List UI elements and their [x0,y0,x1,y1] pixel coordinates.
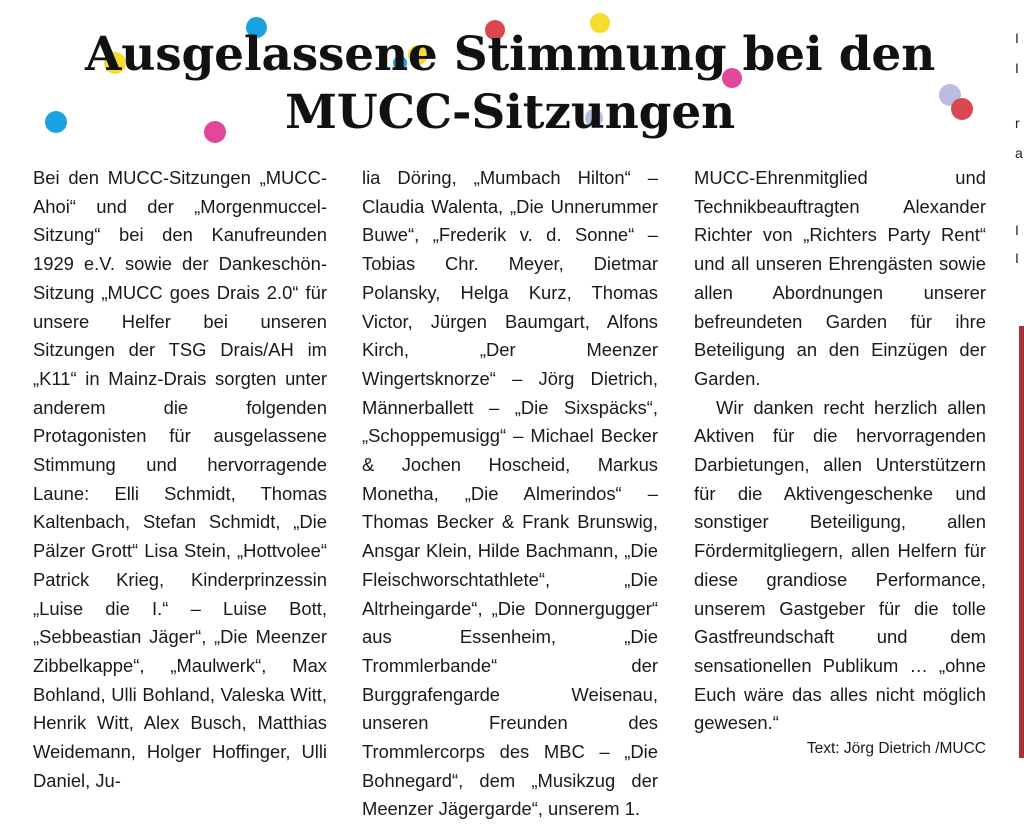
adjacent-article-fragment: I [1015,60,1019,76]
article-headline [0,26,1020,142]
article-column-2: lia Döring, „Mumbach Hilton“ – Claudia Walenta, „Die Unnerummer Buwe“, „Frederik v. d. Sonne“ – Tobias Chr. Meyer, Dietmar Polansky, Helga Kurz, Thomas Victor, Jürgen Baumgart, Alfons Kirch, „Der Meenzer Wingertsknorze“ – Jörg Dietrich, Männerballett – „Die Sixspäcks“, „Schoppemusigg“ – Michael Becker & Jochen Hoscheid, Markus Monetha, „Die Almerindos“ – Thomas Becker & Frank Brunswig, Ansgar Klein, Hilde Bachmann, „Die Fleischworschtathlete“, „Die Altrheingarde“, „Die Donnergugger“ aus Essenheim, „Die Trommlerbande“ der Burggrafengarde Weisenau, unseren Freunden des Trommlercorps des MBC – „Die Bohnegard“, dem „Musikzug der Meenzer Jägergarde“, unserem 1. [362,167,658,820]
headline-line-2: MUCC-Sitzungen [284,85,735,140]
adjacent-article-fragment: I [1015,250,1019,266]
adjacent-article-fragment: r [1015,115,1020,131]
column-3-paragraph-1: MUCC-Ehrenmitglied und Technikbeauftragten Alexander Richter von „Richters Party Rent“ und all unseren Ehrengästen sowie allen Abordnungen unserer befreundeten Garden für ihre Beteiligung an den Einzügen der Garden. [694,167,986,389]
adjacent-article-fragment: a [1015,145,1023,161]
headline-line-1: Ausgelassene Stimmung bei den [84,27,936,82]
column-3-paragraph-2: Wir danken recht herzlich allen Aktiven für die hervorragenden Darbietungen, allen Unterstützern für die Aktivengeschenke und sonstiger Beteiligung, allen Fördermitgliegern, allen Helfern für diese grandiose Performance, unserem Gastgeber für die tolle Gastfreundschaft und dem sensationellen Publikum … „ohne Euch wäre das alles nicht möglich gewesen.“ [694,396,986,734]
adjacent-article-fragment: I [1015,30,1019,46]
article-column-1: Bei den MUCC-Sitzungen „MUCC-Ahoi“ und der „Morgenmuccel-Sitzung“ bei den Kanufreunden 1929 e.V. sowie der Dankeschön-Sitzung „MUCC goes Drais 2.0“ für unsere Helfer bei unseren Sitzungen der TSG Drais/AH im „K11“ in Mainz-Drais sorgten unter anderem die folgenden Protagonisten für ausgelassene Stimmung und hervorragende Laune: Elli Schmidt, Thomas Kaltenbach, Stefan Schmidt, „Die Pälzer Grott“ Lisa Stein, „Hottvolee“ Patrick Krieg, Kinderprinzessin „Luise die I.“ – Luise Bott, „Sebbeastian Jäger“, „Die Meenzer Zibbelkappe“, „Maulwerk“, Max Bohland, Ulli Bohland, Valeska Witt, Henrik Witt, Alex Busch, Matthias Weidemann, Holger Hoffinger, Ulli Daniel, Ju- [33,167,327,791]
accent-bar [1019,326,1024,758]
adjacent-article-fragment: I [1015,222,1019,238]
article-column-3 [694,164,986,738]
author-credit: Text: Jörg Dietrich /MUCC [806,740,986,757]
